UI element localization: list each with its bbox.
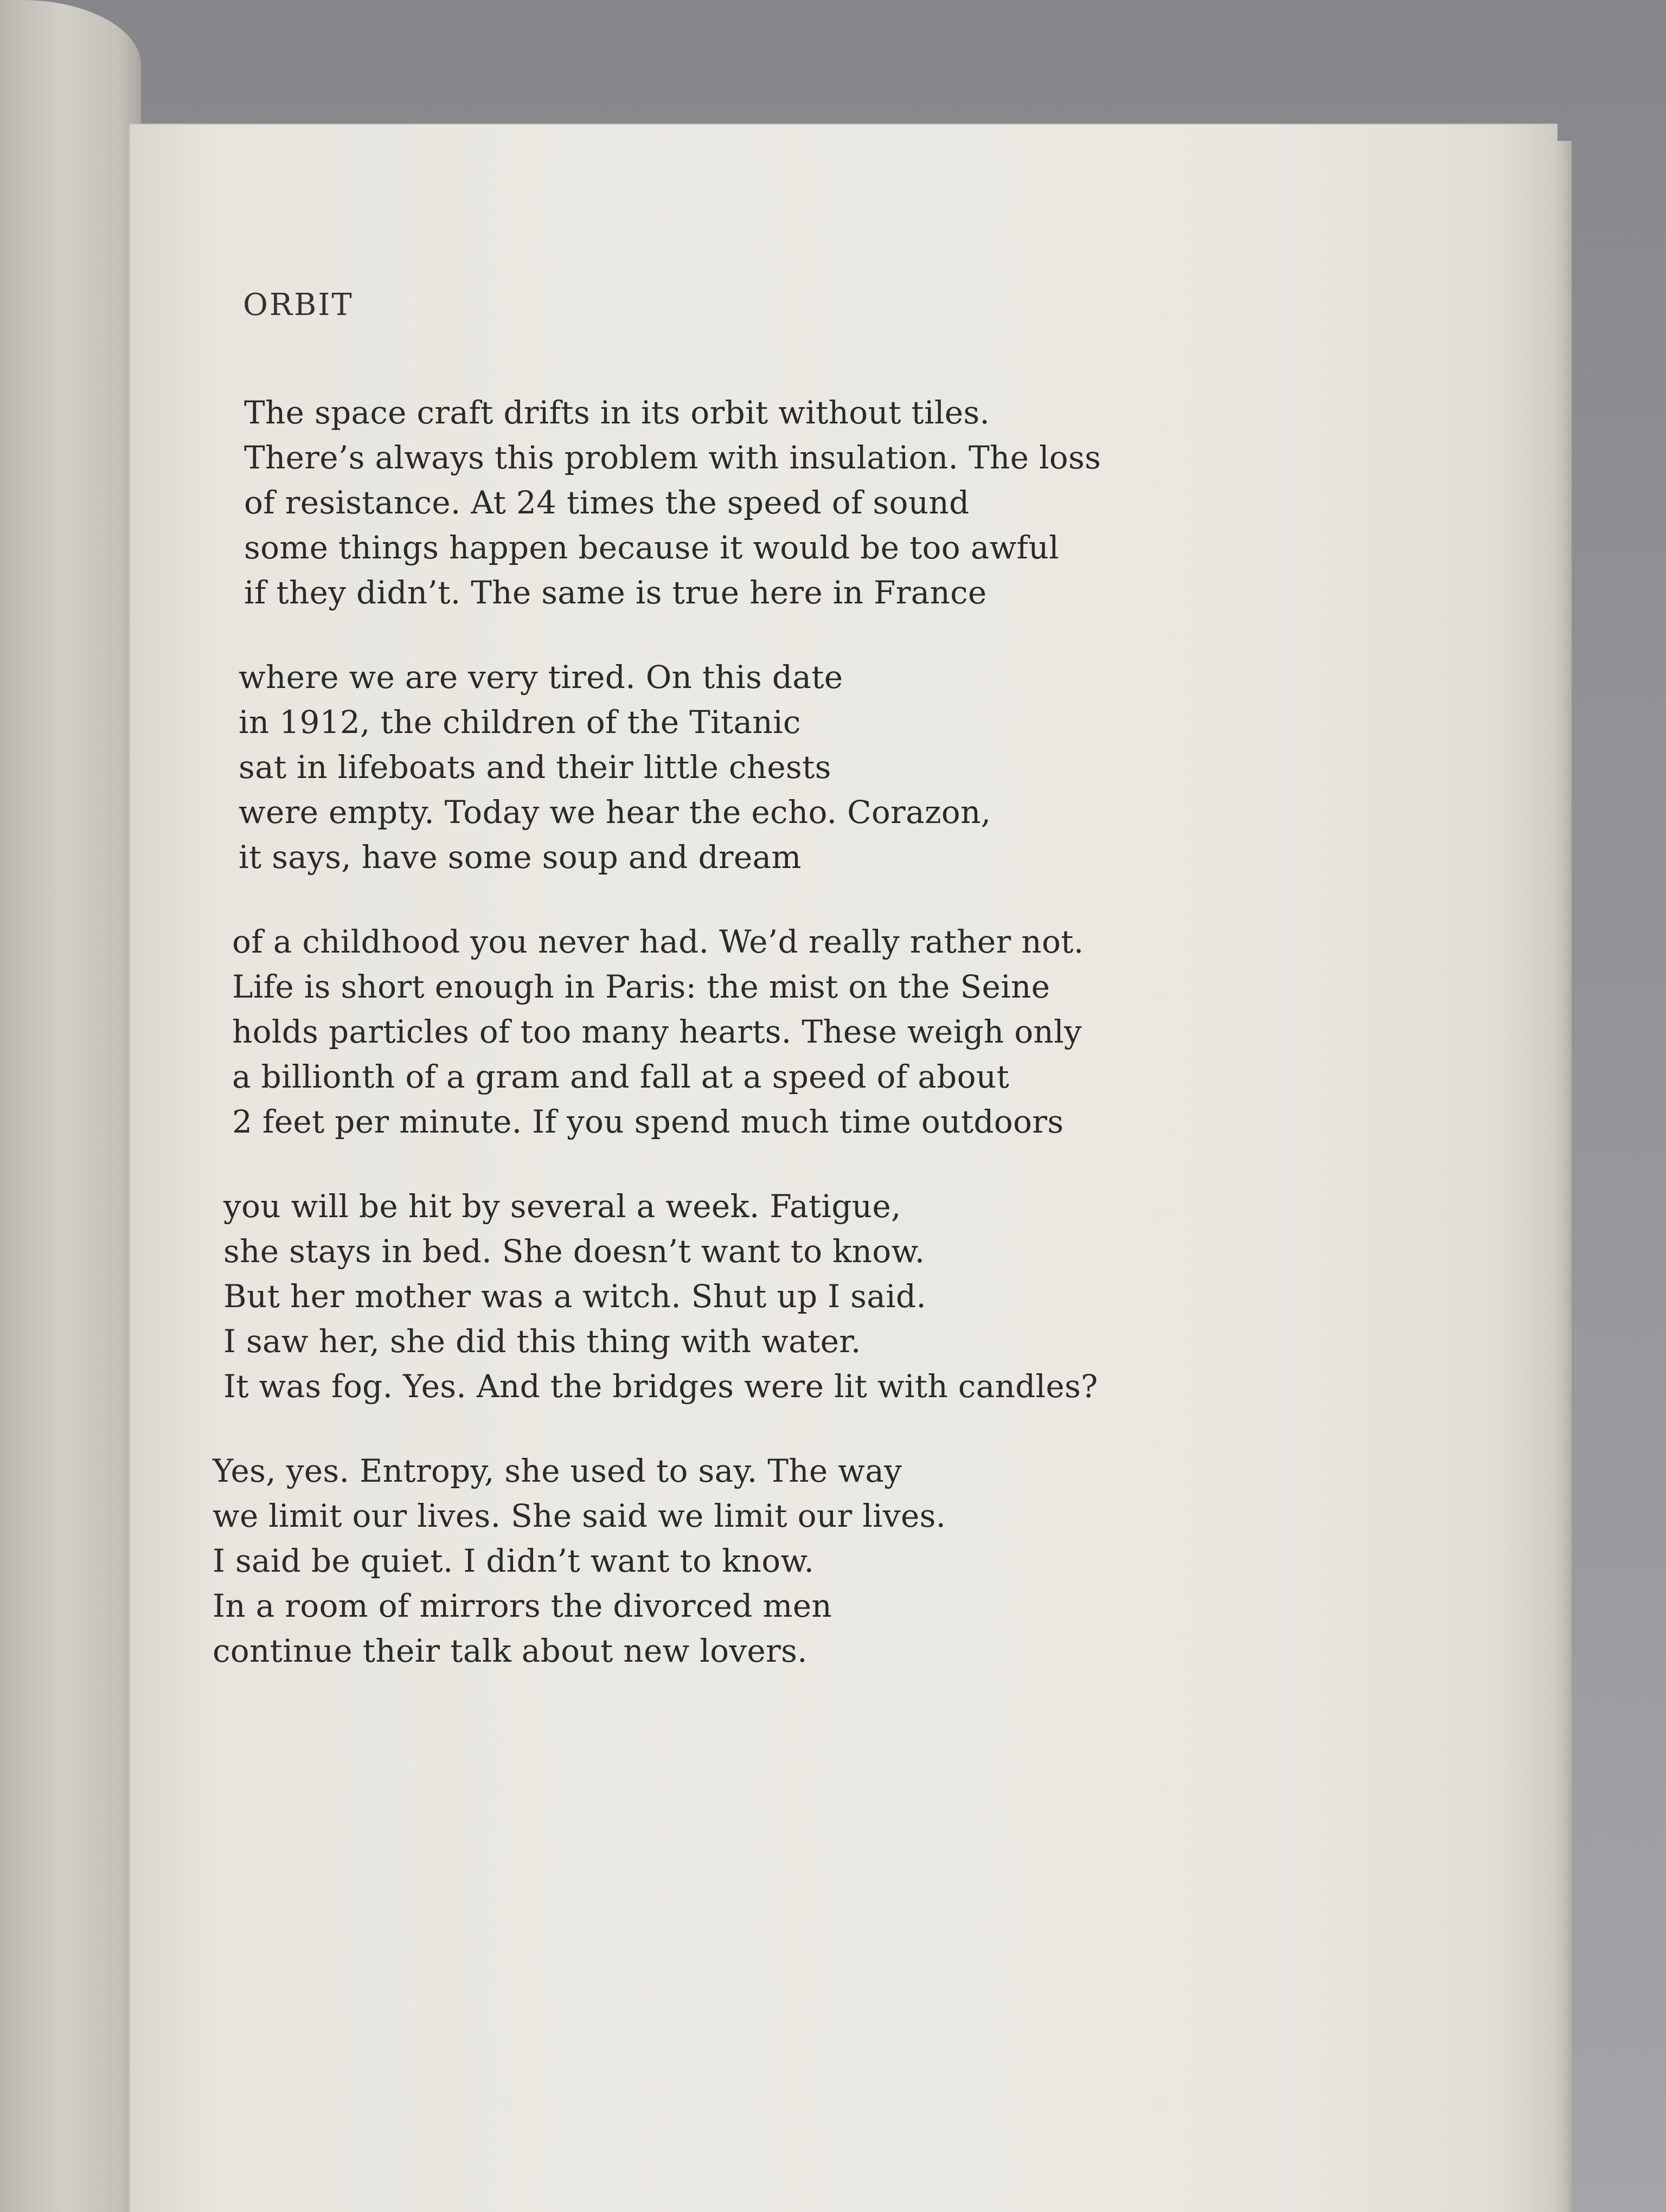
- poem-line: 2 feet per minute. If you spend much time outdoors: [232, 1103, 1064, 1140]
- poem-line: a billionth of a gram and fall at a speed of about: [232, 1058, 1010, 1095]
- poem-line: I saw her, she did this thing with water.: [223, 1323, 861, 1360]
- stanza-5: [213, 1449, 1188, 1674]
- stanza-4: [223, 1184, 1188, 1409]
- poem-line: There’s always this problem with insulation. The loss: [244, 439, 1101, 476]
- poem-line: she stays in bed. She doesn’t want to know.: [223, 1233, 925, 1270]
- poem-line: In a room of mirrors the divorced men: [213, 1587, 832, 1624]
- stanza-1: [244, 390, 1188, 615]
- poem-title: ORBIT: [243, 287, 354, 323]
- poem-line: it says, have some soup and dream: [239, 839, 802, 876]
- poem-line: you will be hit by several a week. Fatigue,: [223, 1188, 901, 1225]
- poem-line: The space craft drifts in its orbit without tiles.: [244, 394, 990, 431]
- poem-line: Life is short enough in Paris: the mist on the Seine: [232, 968, 1050, 1005]
- stanza-3: [232, 919, 1188, 1144]
- stanza-2: [239, 655, 1188, 880]
- poem-line: where we are very tired. On this date: [239, 659, 843, 696]
- poem-line: of resistance. At 24 times the speed of sound: [244, 484, 970, 521]
- poem-line: I said be quiet. I didn’t want to know.: [213, 1542, 815, 1579]
- poem-line: some things happen because it would be too awful: [244, 529, 1059, 566]
- poem-line: Yes, yes. Entropy, she used to say. The way: [213, 1452, 902, 1489]
- poem-line: of a childhood you never had. We’d really rather not.: [232, 923, 1084, 960]
- poem-line: if they didn’t. The same is true here in France: [244, 574, 987, 611]
- poem-line: we limit our lives. She said we limit our lives.: [213, 1497, 946, 1534]
- poem-line: holds particles of too many hearts. These weigh only: [232, 1013, 1082, 1050]
- poem-line: were empty. Today we hear the echo. Corazon,: [239, 794, 991, 831]
- poem-line: in 1912, the children of the Titanic: [239, 704, 801, 741]
- poem-line: sat in lifeboats and their little chests: [239, 749, 831, 786]
- poem-line: It was fog. Yes. And the bridges were lit with candles?: [223, 1368, 1098, 1405]
- poem-line: But her mother was a witch. Shut up I said.: [223, 1278, 927, 1315]
- poem-line: continue their talk about new lovers.: [213, 1632, 808, 1669]
- previous-page-curl: [0, 0, 141, 2212]
- poem: [213, 287, 1188, 1713]
